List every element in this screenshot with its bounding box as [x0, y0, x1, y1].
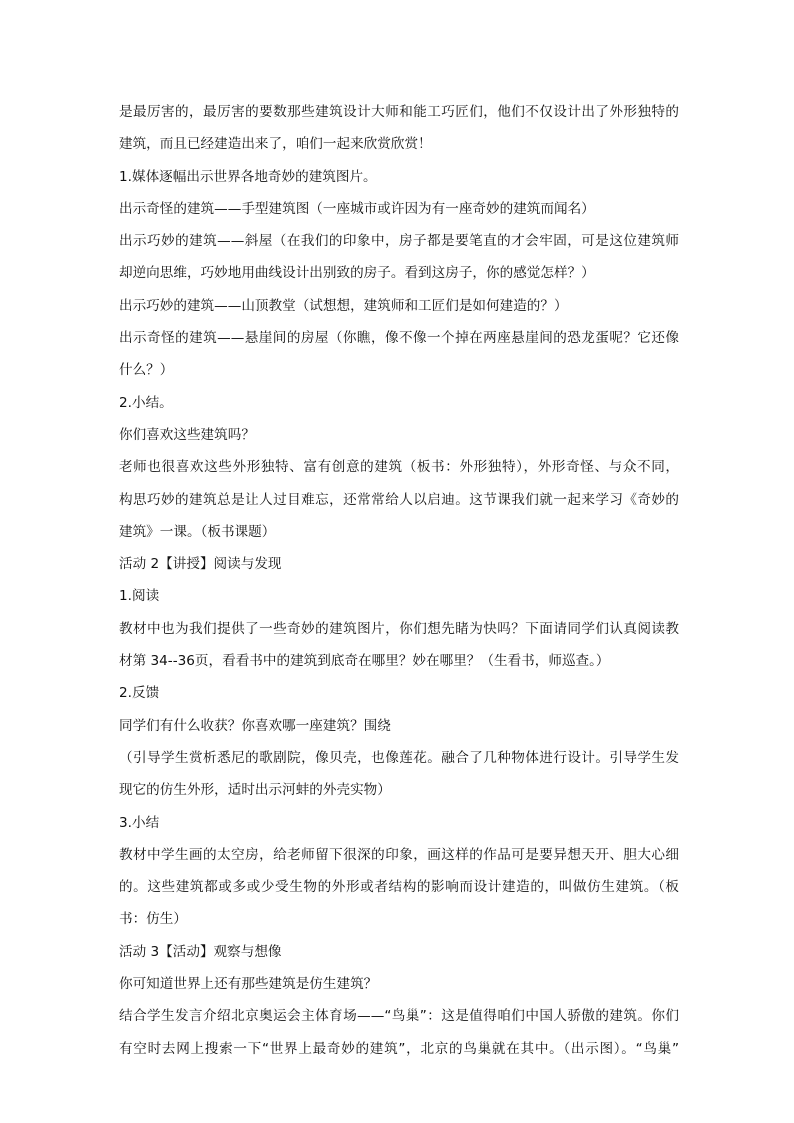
text-line-1: 是最厉害的，最厉害的要数那些建筑设计大师和能工巧匠们，他们不仅设计出了外形独特的	[119, 104, 679, 120]
section-heading-activity-3: 活动 3【活动】观察与想像	[119, 943, 282, 960]
text-line-5: 出示巧妙的建筑——斜屋（在我们的印象中，房子都是要笔直的才会牢固，可是这位建筑师	[119, 233, 679, 250]
text-line-8: 出示奇怪的建筑——悬崖间的房屋（你瞧，像不像一个掉在两座悬崖间的恐龙蛋呢？它还像	[119, 330, 679, 347]
text-line-22: 现它的仿生外形，适时出示河蚌的外壳实物）	[119, 782, 391, 799]
text-line-16: 1.阅读	[119, 588, 160, 605]
text-line-26: 书：仿生）	[119, 911, 187, 928]
text-line-25: 的。这些建筑都或多或少受生物的外形或者结构的影响而设计建造的，叫做仿生建筑。（板	[119, 879, 679, 896]
document-body	[119, 96, 679, 1065]
text-line-30: 有空时去网上搜索一下“世界上最奇妙的建筑”，北京的鸟巢就在其中。（出示图）。“鸟巢”	[119, 1040, 679, 1057]
text-line-29: 结合学生发言介绍北京奥运会主体育场——“鸟巢”：这是值得咱们中国人骄傲的建筑。你们	[119, 1008, 679, 1025]
text-line-28: 你可知道世界上还有那些建筑是仿生建筑？	[119, 976, 378, 993]
text-line-23: 3.小结	[119, 814, 160, 831]
text-line-10: 2.小结。	[119, 394, 173, 411]
text-line-11: 你们喜欢这些建筑吗？	[119, 426, 255, 443]
text-line-17: 教材中也为我们提供了一些奇妙的建筑图片，你们想先睹为快吗？下面请同学们认真阅读教	[119, 620, 679, 637]
text-line-2: 建筑，而且已经建造出来了，咱们一起来欣赏欣赏！	[119, 136, 432, 153]
text-line-14: 建筑》一课。（板书课题）	[119, 523, 276, 540]
text-line-24: 教材中学生画的太空房，给老师留下很深的印象，画这样的作品可是要异想天开、胆大心细	[119, 846, 679, 863]
section-heading-activity-2: 活动 2【讲授】阅读与发现	[119, 556, 282, 573]
text-line-19: 2.反馈	[119, 685, 160, 702]
text-line-7: 出示巧妙的建筑——山顶教堂（试想想，建筑师和工匠们是如何建造的？）	[119, 297, 568, 314]
text-line-4: 出示奇怪的建筑——手型建筑图（一座城市或许因为有一座奇妙的建筑而闻名）	[119, 200, 595, 217]
text-line-20: 同学们有什么收获？你喜欢哪一座建筑？围绕	[119, 717, 391, 734]
text-line-9: 什么？）	[119, 362, 174, 379]
text-line-6: 却逆向思维，巧妙地用曲线设计出别致的房子。看到这房子，你的感觉怎样？）	[119, 265, 595, 282]
text-line-18: 材第 34--36页，看看书中的建筑到底奇在哪里？妙在哪里？（生看书，师巡查。）	[119, 653, 610, 670]
text-line-13: 构思巧妙的建筑总是让人过目难忘，还常常给人以启迪。这节课我们就一起来学习《奇妙的	[119, 491, 679, 508]
text-line-21: （引导学生赏析悉尼的歌剧院，像贝壳，也像莲花。融合了几种物体进行设计。引导学生发	[119, 749, 679, 766]
text-line-3: 1.媒体逐幅出示世界各地奇妙的建筑图片。	[119, 168, 377, 185]
text-line-12: 老师也很喜欢这些外形独特、富有创意的建筑（板书：外形独特），外形奇怪、与众不同，	[119, 459, 679, 476]
